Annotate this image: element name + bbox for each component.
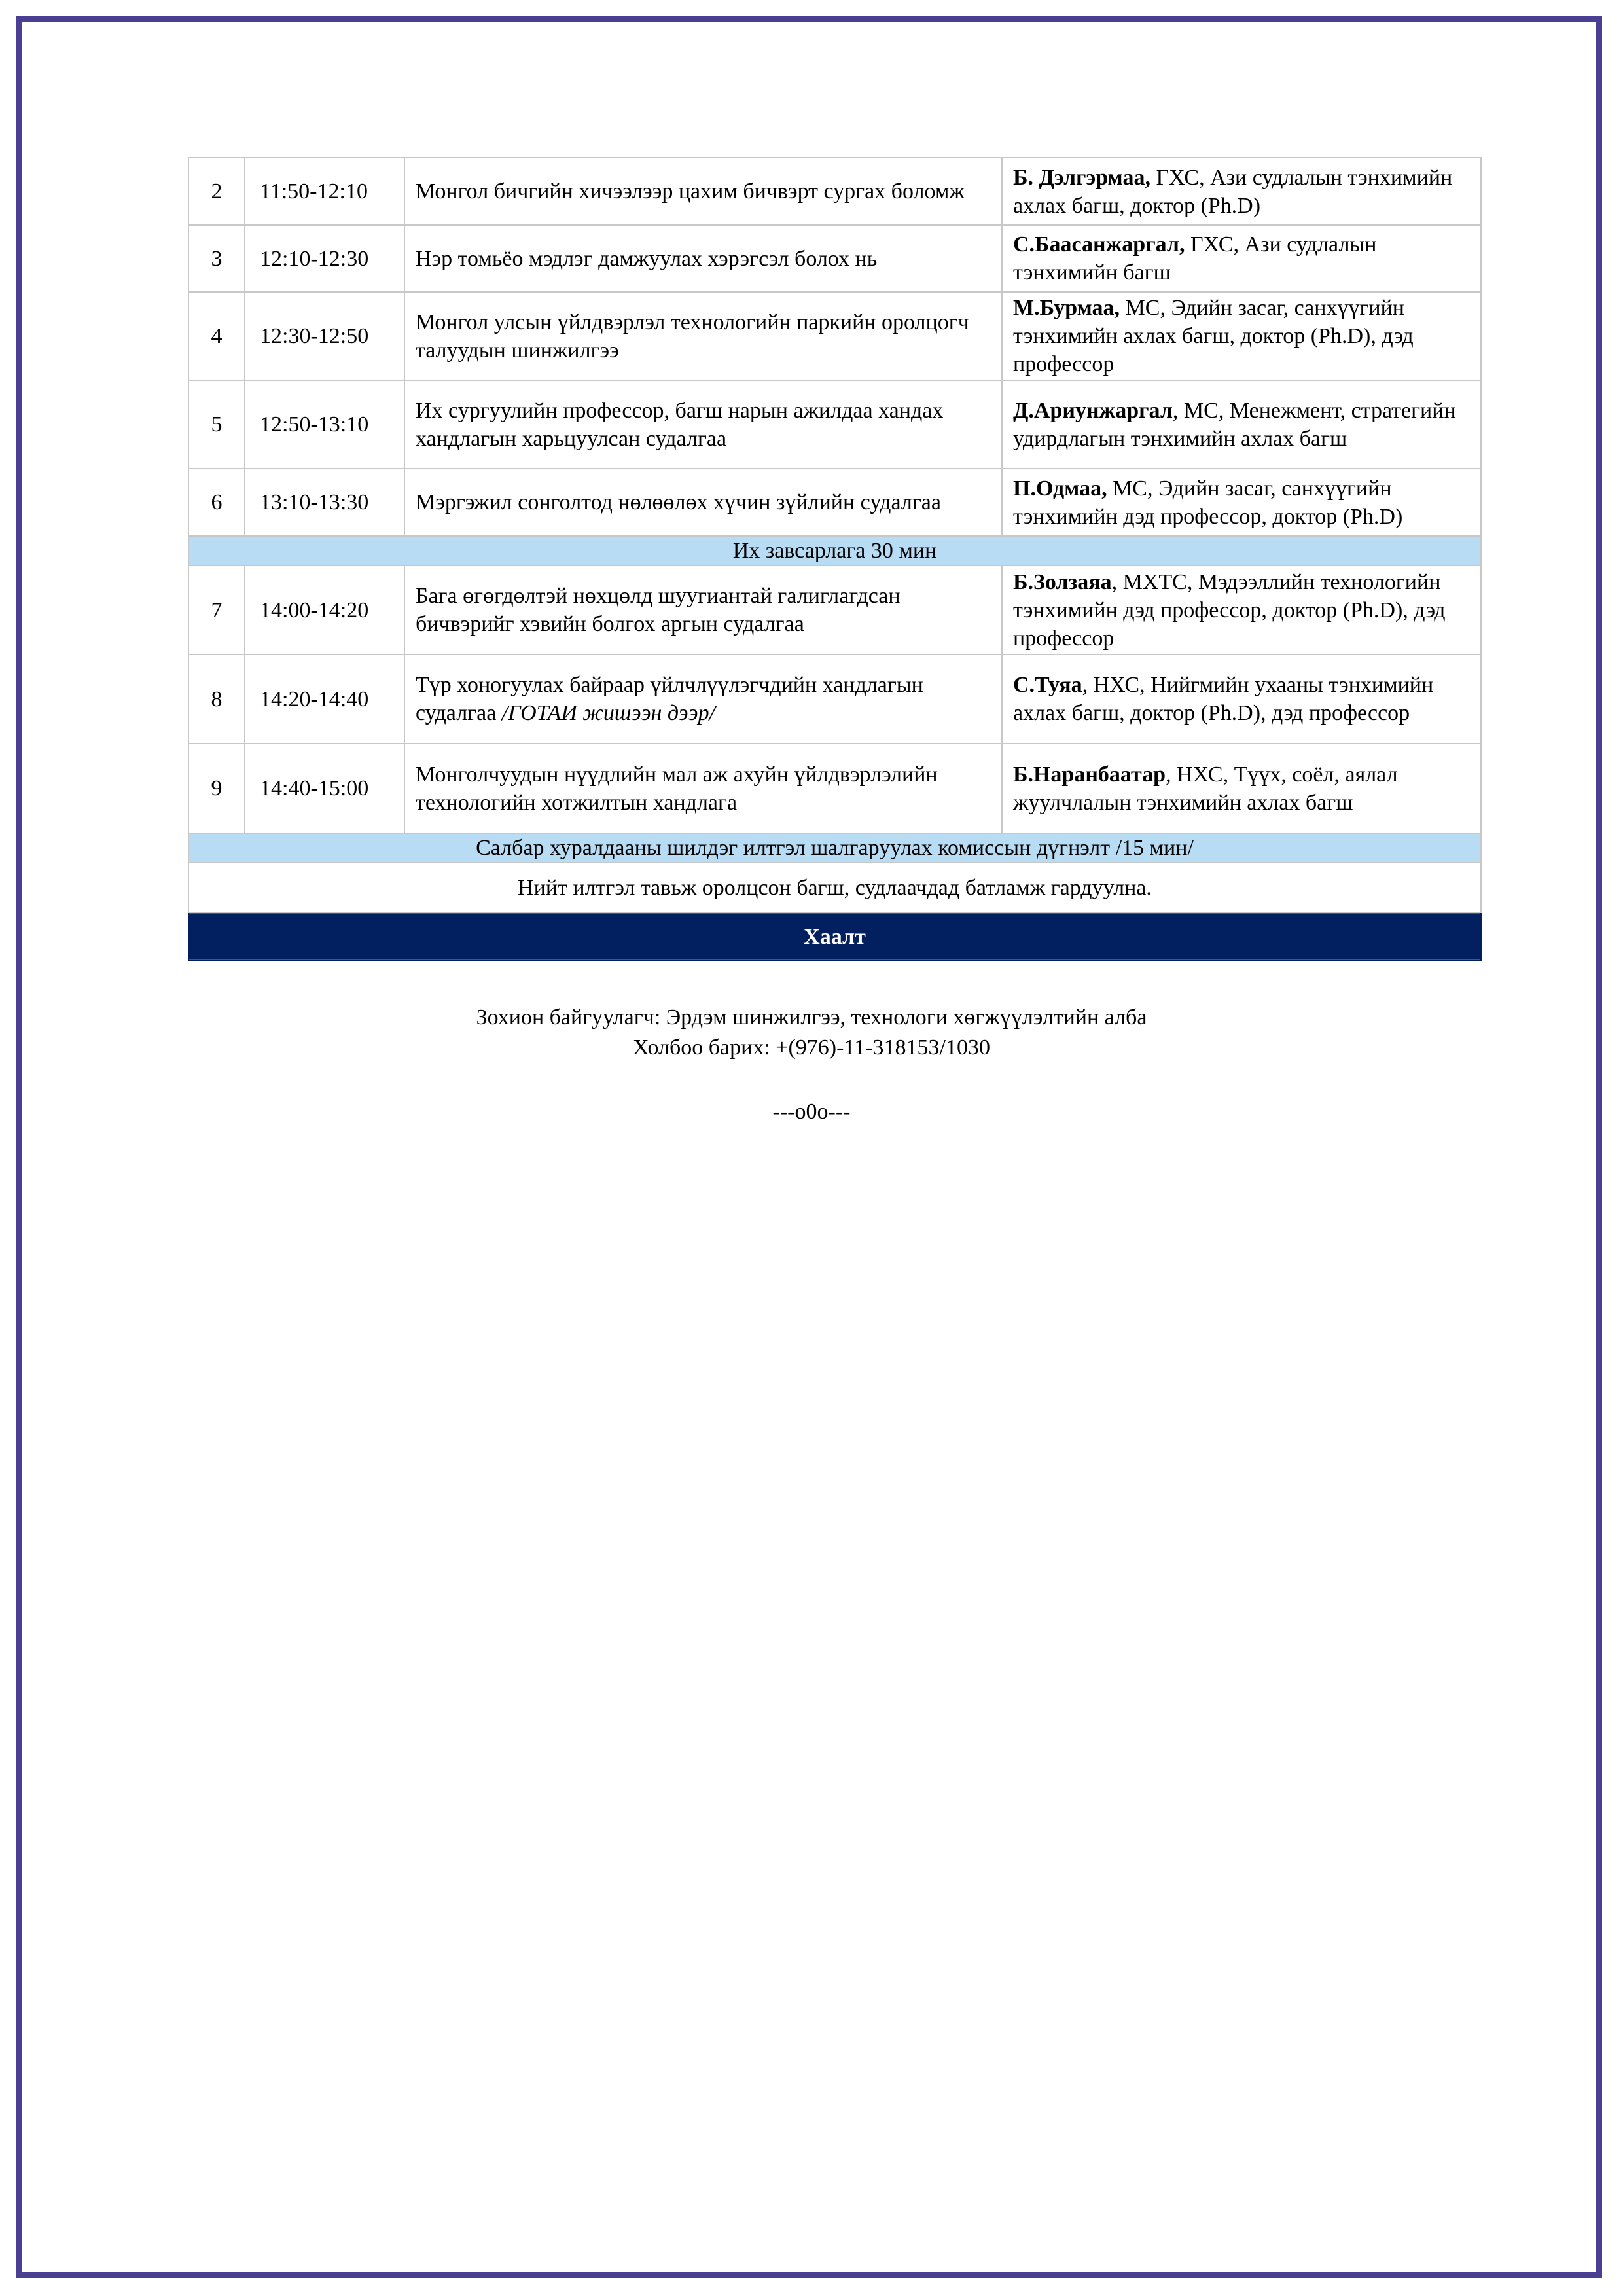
row-speaker <box>1002 655 1481 744</box>
speaker-info: , НХС, Түүх, соёл, аялал жуулчлалын тэнхимийн ахлах багш <box>1013 762 1398 815</box>
row-time: 12:50-13:10 <box>245 380 404 469</box>
row-time: 14:00-14:20 <box>245 565 404 655</box>
row-topic: Их сургуулийн профессор, багш нарын ажилдаа хандах хандлагын харьцуулсан судалгаа <box>404 380 1002 469</box>
row-topic: Мэргэжил сонголтод нөлөөлөх хүчин зүйлийн судалгаа <box>404 469 1002 536</box>
table-row <box>188 225 1481 292</box>
certificate-label: Нийт илтгэл тавьж оролцсон багш, судлаачдад батламж гардуулна. <box>188 863 1481 912</box>
row-topic: Бага өгөгдөлтэй нөхцөлд шуугиантай галиглагдсан бичвэрийг хэвийн болгох аргын судалгаа <box>404 565 1002 655</box>
speaker-name: М.Бурмаа, <box>1013 296 1120 320</box>
table-row <box>188 655 1481 744</box>
footer-contact: Холбоо барих: +(976)-11-318153/1030 <box>633 1035 990 1060</box>
speaker-info: , НХС, Нийгмийн ухааны тэнхимийн ахлах багш, доктор (Ph.D), дэд профессор <box>1013 673 1434 725</box>
certificate-row <box>188 863 1481 912</box>
row-time: 12:10-12:30 <box>245 225 404 292</box>
speaker-info: ГХС, Ази судлалын тэнхимийн ахлах багш, доктор (Ph.D) <box>1013 165 1453 218</box>
table-row <box>188 380 1481 469</box>
row-topic: Нэр томьёо мэдлэг дамжуулах хэрэгсэл болох нь <box>404 225 1002 292</box>
row-time: 14:20-14:40 <box>245 655 404 744</box>
row-topic: Монгол улсын үйлдвэрлэл технологийн паркийн оролцогч талуудын шинжилгээ <box>404 292 1002 380</box>
speaker-name: Д.Ариунжаргал <box>1013 398 1173 423</box>
schedule-table <box>188 157 1482 961</box>
break-row <box>188 536 1481 565</box>
row-number: 6 <box>188 469 245 536</box>
speaker-name: Б.Наранбаатар <box>1013 762 1166 787</box>
footer-organizer: Зохион байгуулагч: Эрдэм шинжилгээ, технологи хөгжүүлэлтийн алба <box>476 1005 1147 1030</box>
row-topic <box>404 655 1002 744</box>
row-topic: Монголчуудын нүүдлийн мал аж ахуйн үйлдвэрлэлийн технологийн хотжилтын хандлага <box>404 744 1002 833</box>
row-number: 8 <box>188 655 245 744</box>
speaker-name: Б. Дэлгэрмаа, <box>1013 165 1150 190</box>
table-row <box>188 292 1481 380</box>
table-row <box>188 158 1481 225</box>
speaker-info: , МХТС, Мэдээллийн технологийн тэнхимийн дэд профессор, доктор (Ph.D), дэд профессор <box>1013 569 1446 651</box>
closing-label: Хаалт <box>188 912 1481 961</box>
table-row <box>188 744 1481 833</box>
speaker-info: МС, Эдийн засаг, санхүүгийн тэнхимийн ахлах багш, доктор (Ph.D), дэд профессор <box>1013 296 1414 376</box>
row-speaker <box>1002 292 1481 380</box>
row-number: 3 <box>188 225 245 292</box>
row-speaker <box>1002 565 1481 655</box>
row-time: 12:30-12:50 <box>245 292 404 380</box>
evaluation-row <box>188 833 1481 863</box>
table-row <box>188 565 1481 655</box>
row-number: 5 <box>188 380 245 469</box>
topic-text: Түр хоногуулах байраар үйлчлүүлэгчдийн хандлагын судалгаа <box>416 673 923 725</box>
row-number: 2 <box>188 158 245 225</box>
speaker-name: Б.Золзаяа <box>1013 569 1112 594</box>
end-mark: ---o0o--- <box>772 1100 851 1124</box>
row-speaker <box>1002 469 1481 536</box>
evaluation-label: Салбар хуралдааны шилдэг илтгэл шалгаруулах комиссын дүгнэлт /15 мин/ <box>188 833 1481 863</box>
speaker-name: П.Одмаа, <box>1013 476 1107 501</box>
topic-italic: /ГОТАИ жишээн дээр/ <box>501 701 716 725</box>
table-row <box>188 469 1481 536</box>
row-time: 13:10-13:30 <box>245 469 404 536</box>
speaker-info: МС, Эдийн засаг, санхүүгийн тэнхимийн дэд профессор, доктор (Ph.D) <box>1013 476 1403 529</box>
row-speaker <box>1002 225 1481 292</box>
speaker-info: , МС, Менежмент, стратегийн удирдлагын тэнхимийн ахлах багш <box>1013 398 1456 451</box>
row-number: 9 <box>188 744 245 833</box>
row-topic: Монгол бичгийн хичээлээр цахим бичвэрт сургах боломж <box>404 158 1002 225</box>
row-speaker <box>1002 158 1481 225</box>
row-speaker <box>1002 380 1481 469</box>
row-speaker <box>1002 744 1481 833</box>
closing-row <box>188 912 1481 961</box>
speaker-info: ГХС, Ази судлалын тэнхимийн багш <box>1013 232 1377 285</box>
speaker-name: С.Баасанжаргал, <box>1013 232 1185 257</box>
row-number: 4 <box>188 292 245 380</box>
speaker-name: С.Туяа <box>1013 673 1082 697</box>
row-number: 7 <box>188 565 245 655</box>
row-time: 11:50-12:10 <box>245 158 404 225</box>
row-time: 14:40-15:00 <box>245 744 404 833</box>
break-label: Их завсарлага 30 мин <box>188 536 1481 565</box>
